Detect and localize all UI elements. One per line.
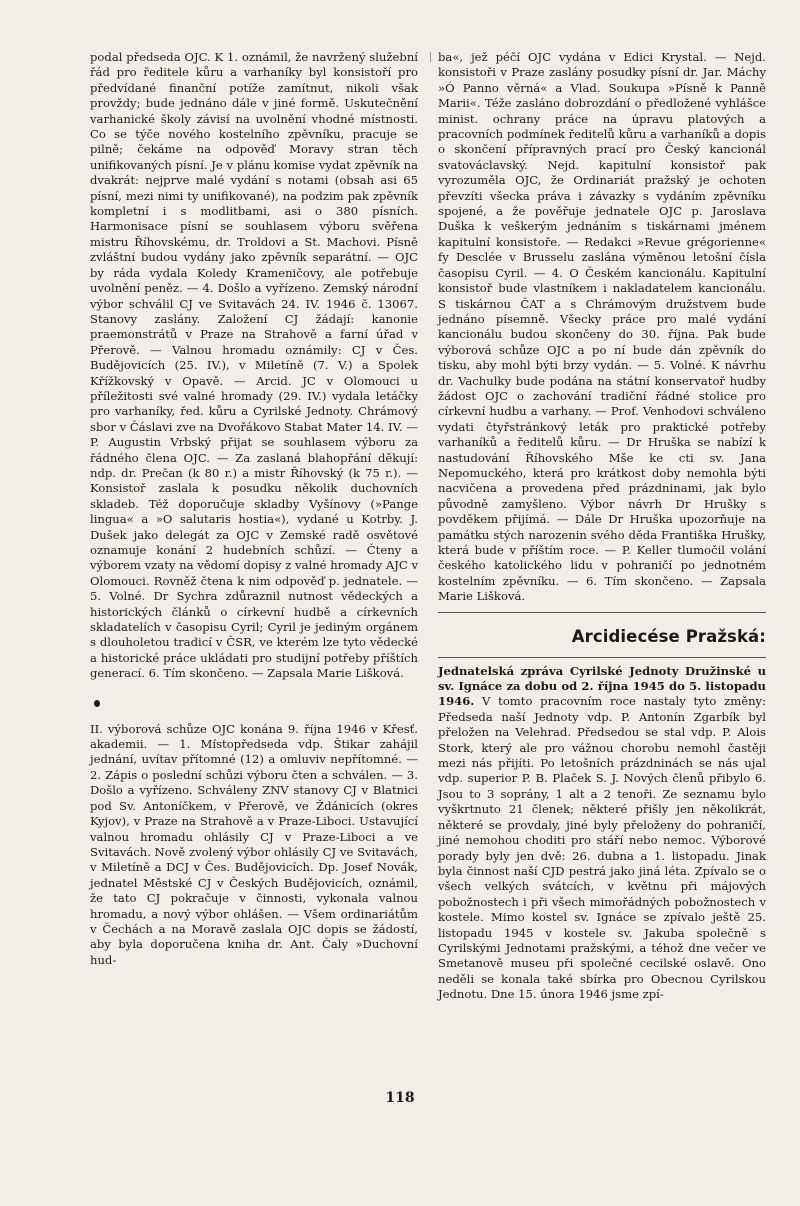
section-heading: Arcidiecése Pražská:: [571, 626, 766, 646]
report-title: Jednatelská zpráva Cyrilské Jednoty Družinské u sv. Ignáce za dobu od 2. října 1945 do 5. listopadu 1946.: [438, 663, 766, 709]
page-number: 118: [385, 1090, 415, 1106]
section-rule: [438, 612, 766, 613]
column-divider-mark: [430, 52, 431, 62]
right-paragraph-continuation: ba«, jež péčí OJC vydána v Edici Krystal. — Nejd. konsistoři v Praze zaslány posudky písní dr. Jar. Máchy »Ó Panno věrná« a Vlad. Soukupa »Písně k Panně Marii«. Téže zasláno dobrozdání o předložené vyhlášce minist. ochrany práce na úpravu platových a pracovních podmínek ředitelů kůru a varhaníků a dopis o skončení přípravných prací pro Český kancionál svatováclavský. Nejd. kapitulní konsistoř pak vyrozuměla OJC, že Ordinariát pražský je ochoten převzíti všecka práva i závazky s vydáním zpěvníku spojené, a že pověřuje jednatele OJC p. Jaroslava Duška k veškerým jednáním s tiskárnami jménem kapitulní konsistoře. — Redakci »Revue grégorienne« fy Desclée v Brusselu zaslána výměnou letošní čísla časopisu Cyril. — 4. O Českém kancionálu. Kapitulní konsistoř bude vlastníkem i nakladatelem kancionálu. S tiskárnou ČAT a s Chrámovým družstvem bude jednáno písemně. Všecky práce pro malé vydání kancionálu budou skončeny do 30. října. Pak bude výborová schůze OJC a po ní bude dán zpěvník do tisku, aby mohl býti brzy vydán. — 5. Volné. K návrhu dr. Vachulky bude podána na státní konservatoř hudby žádost OJC o zachování tradiční řádné stolice pro církevní hudbu a varhany. — Prof. Venhodovi schváleno vydati čtyřstránkový leták pro praktické potřeby varhaníků a ředitelů kůru. — Dr Hruška se nabízí k nastudování Říhovského Mše ke cti sv. Jana Nepomuckého, která pro krátkost doby nemohla býti nacvičena a provedena před prázdninami, jak bylo původně zamyšleno. Výbor návrh Dr Hrušky s povděkem přijímá. — Dále Dr Hruška upozorňuje na památku stých narozenin svého děda Františka Hrušky, která bude v příštím roce. — P. Keller tlumočil volání českého katolického lidu v pohraničí po jednotném kostelním zpěvníku. — 6. Tím skončeno. — Zapsala Marie Lišková.: [438, 50, 766, 604]
left-paragraph-meeting-minutes: podal předseda OJC. K 1. oznámil, že navržený služební řád pro ředitele kůru a varhaníky byl konsistoří pro předvídané finanční potíže zamítnut, nikoli však provždy; bude jednáno dále v jiné formě. Uskutečnění varhanické školy závisí na uvolnění vhodné místnosti. Co se týče nového kostelního zpěvníku, pracuje se pilně; čekáme na odpověď Moravy stran těch unifikovaných písní. Je v plánu komise vydat zpěvník na dvakrát: nejprve malé vydání s notami (obsah asi 65 písní, mezi nimi ty unifikované), na podzim pak zpěvník kompletní i s modlitbami, asi o 380 písních. Harmonisace písní se souhlasem výboru svěřena mistru Říhovskému, dr. Troldovi a St. Machovi. Písně zvláštní budou vydány jako zpěvník separátní. — OJC by ráda vydala Koledy Krameničovy, ale potřebuje uvolnění peněz. — 4. Došlo a vyřízeno. Zemský národní výbor schválil CJ ve Svitavách 24. IV. 1946 č. 13067. Stanovy zaslány. Založení CJ žádají: kanonie praemonstrátů v Praze na Strahově a farní úřad v Přerově. — Valnou hromadu oznámily: CJ v Čes. Budějovicích (25. IV.), v Miletíně (7. V.) a Spolek Křížkovský v Opavě. — Arcid. JC v Olomouci u příležitosti své valné hromady (29. IV.) vydala letáčky pro varhaníky, řed. kůru a Cyrilské Jednoty. Chrámový sbor v Čáslavi zve na Dvořákovo Stabat Mater 14. IV. — P. Augustin Vrbský přijat se souhlasem výboru za řádného člena OJC. — Za zaslaná blahopřání děkují: ndp. dr. Prečan (k 80 r.) a mistr Říhovský (k 75 r.). — Konsistoř zaslala k posudku několik duchovních skladeb. Též doporučuje skladby Vyšínovy (»Pange lingua« a »O salutaris hostia«), vydané u Kotrby. J. Dušek jako delegát za OJC v Zemské radě osvětové oznamuje konání 2 hudebních schůzí. — Čteny a výborem vzaty na vědomí dopisy z valné hromady AJC v Olomouci. Rovněž čtena k nim odpověď p. jednatele. — 5. Volné. Dr Sychra zdůraznil nutnost vědeckých a historických článků o církevní hudbě a církevních skladatelích v časopisu Cyril; Cyril je jediným orgánem s dlouholetou tradicí v ČSR, ve kterém lze tyto vědecké a historické práce ukládati pro studijní potřeby příštích generací. 6. Tím skončeno. — Zapsala Marie Lišková.: [90, 50, 418, 681]
left-column: [90, 50, 418, 968]
right-paragraph-report: [438, 664, 766, 1003]
left-paragraph-second-meeting: II. výborová schůze OJC konána 9. října 1946 v Křesť. akademii. — 1. Místopředseda vdp. Štikar zahájil jednání, uvítav přítomné (12) a omluviv nepřítomné. — 2. Zápis o poslední schůzi výboru čten a schválen. — 3. Došlo a vyřízeno. Schváleny ZNV stanovy CJ v Blatnici pod Sv. Antoníčkem, v Přerově, ve Ždánicích (okres Kyjov), v Praze na Strahově a v Praze-Liboci. Ustavující valnou hromadu ohlásily CJ v Praze-Liboci a ve Svitavách. Nově zvolený výbor ohlásily CJ ve Svitavách, v Miletíně a DCJ v Čes. Budějovicích. Dp. Josef Novák, jednatel Městské CJ v Českých Budějovicích, oznámil, že tato CJ pokračuje v činnosti, vykonala valnou hromadu, a nový výbor ohlášen. — Všem ordinariátům v Čechách a na Moravě zaslala OJC dopis se žádostí, aby byla doporučena kniha dr. Ant. Čaly »Duchovní hud-: [90, 721, 418, 967]
bullet-dot: [94, 700, 100, 707]
report-body: V tomto pracovním roce nastaly tyto změny: Předseda naší Jednoty vdp. P. Antonín Zgarbík byl přeložen na Velehrad. Předsedou se stal vdp. P. Alois Stork, který ale pro vážnou chorobu nemohl častěji mezi nás přijíti. Po letošních prázdninách se nás ujal vdp. superior P. B. Plaček S. J. Nových členů přibylo 6. Jsou to 3 soprány, 1 alt a 2 tenoři. Ze seznamu bylo vyškrtnuto 21 členek; některé přišly jen několikrát, některé se provdaly, jiné byly přeloženy do pohraničí, jiné nemohou choditi pro stáří nebo nemoc. Výborové porady byly jen dvě: 26. dubna a 1. listopadu. Jinak byla činnost naší CJD pestrá jako jiná léta. Zpívalo se o všech velkých svátcích, v květnu při májových pobožnostech i při všech mimořádných pobožnostech v kostele. Mimo kostel sv. Ignáce se zpívalo ještě 25. listopadu 1945 v kostele sv. Jakuba společně s Cyrilskými Jednotami pražskými, a téhož dne večer ve Smetanově museu při společné cecilské oslavě. Ono neděli se konala také sbírka pro Obecnou Cyrilskou Jednotu. Dne 15. února 1946 jsme zpí-: [438, 694, 766, 1002]
right-column: [438, 50, 766, 1003]
bullet-separator: [90, 682, 418, 722]
section-rule-bottom: [438, 657, 766, 658]
